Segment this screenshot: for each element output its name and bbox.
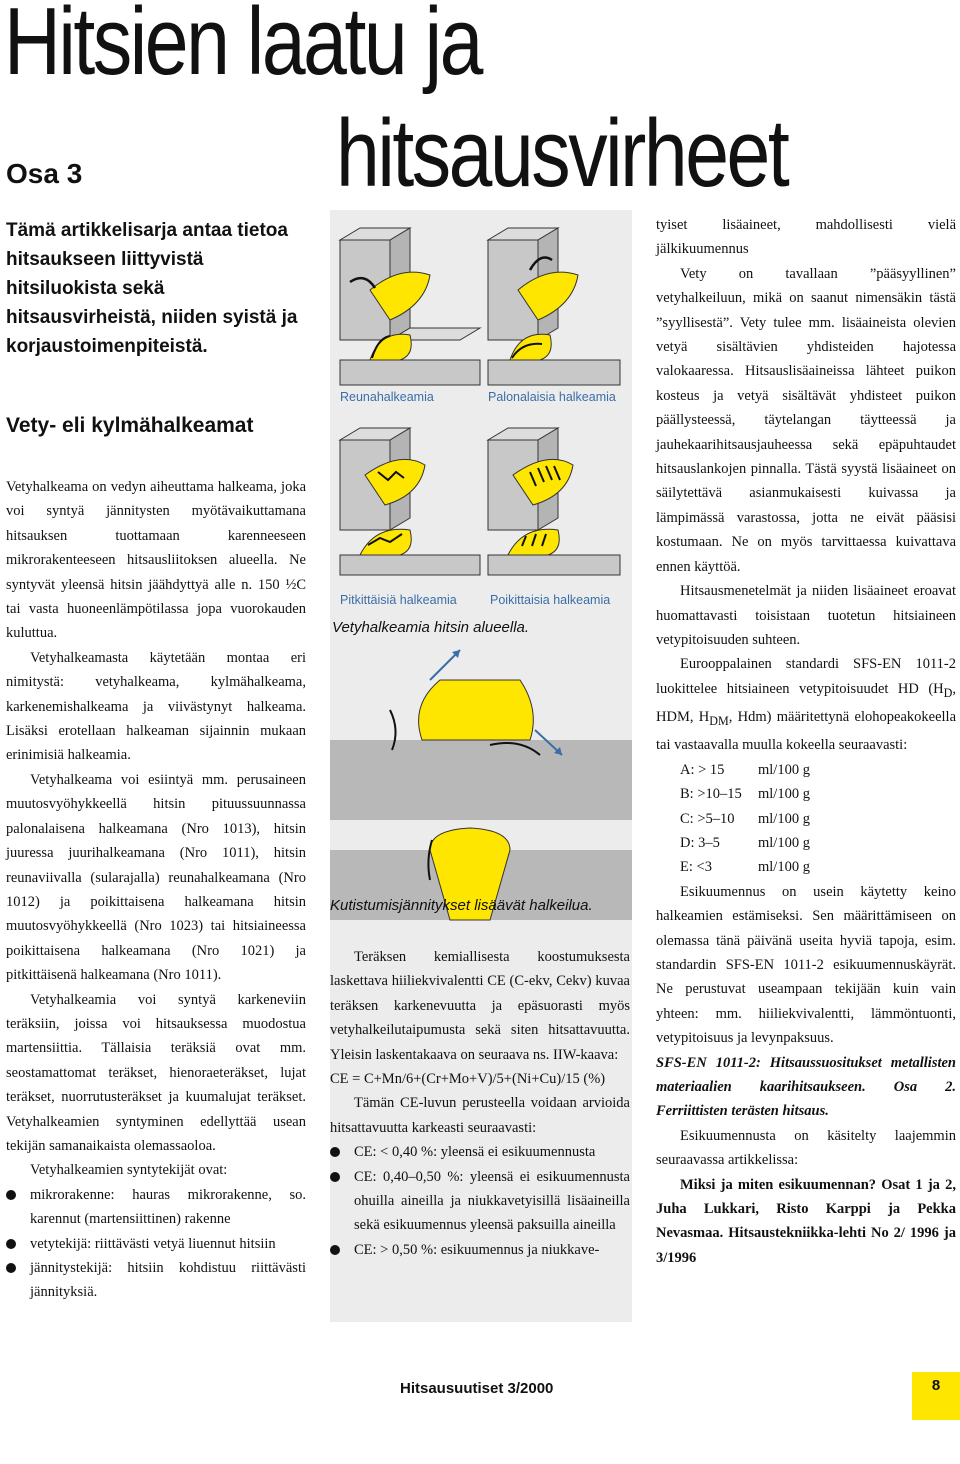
part-label: Osa 3: [6, 158, 83, 189]
paragraph: Eurooppalainen standardi SFS-EN 1011-2 luokittelee hitsiaineen vetypitoisuudet HD ($H_D$, HDM, $H_{DM}$, Hdm) määritettynä elohopeakokeella tai vastaavalla muulla kokeella seuraavasti:: [656, 656, 957, 754]
fillet-joint-illustration: [488, 428, 620, 575]
list-item: CE: 0,40–0,50 %: yleensä ei esikuumennusta ohuilla aineilla ja niukkavetyisillä lisäaineilla sekä esikuumennus yleensä paksuilla aineilla: [330, 1165, 630, 1238]
paragraph: Esikuumennusta on käsitelty laajemmin seuraavassa artikkelissa:: [656, 1127, 956, 1169]
figure-caption: Vetyhalkeamia hitsin alueella.: [332, 619, 530, 636]
paragraph: Vetyhalkeamien syntytekijät ovat:: [30, 1162, 228, 1179]
page-number: 8: [912, 1372, 960, 1420]
paragraph: tyiset lisäaineet, mahdollisesti vielä jälkikuumennus: [656, 217, 956, 258]
hydrogen-class-table: [656, 758, 956, 880]
list-item: mikrorakenne: hauras mikrorakenne, so. karennut (martensiittinen) rakenne: [6, 1183, 306, 1232]
weld-crack-illustrations: [330, 210, 632, 930]
list-item: vetytekijä: riittävästi vetyä liuennut hitsiin: [6, 1232, 306, 1256]
figure-label: Palonalaisia halkeamia: [488, 390, 616, 404]
table-row: A: > 15 ml/100 g: [680, 761, 810, 778]
table-row: B: >10–15 ml/100 g: [680, 786, 810, 803]
paragraph: Vety on tavallaan ”pääsyyllinen” vetyhalkeiluun, mikä on saanut nimensäkin tästä ”syyllisestä”. Vety tulee mm. lisäaineista olevien vetyä sisältävien yhdisteiden hajotessa valokaaressa. Hitsauslisäaineissa lähteet puikon kosteus ja vetyä sisältävät yhdisteet puikon päällysteessä, täytelangan täytteessä ja jauhekaarihitsausjauheessa sekä epäpuhtaudet hitsauslankojen pinnalla. Tästä syystä lisäaineet on säilytettävä asianmukaisesti kuivassa ja lämpimässä varastossa, jotta ne eivät pääsisi kostumaan. Ne on myös tarvittaessa kuivattava ennen käyttöä.: [656, 265, 956, 575]
list-item: CE: < 0,40 %: yleensä ei esikuumennusta: [330, 1140, 630, 1164]
publication-footer: Hitsausuutiset 3/2000: [400, 1380, 554, 1397]
figure-label: Reunahalkeamia: [340, 390, 434, 404]
left-column: [6, 475, 306, 1305]
paragraph: Hitsausmenetelmät ja niiden lisäaineet eroavat huomattavasti toisistaan tuotetun hitsiaineen vetypitoisuuden suhteen.: [656, 583, 956, 648]
title-line-2: hitsausvirheet: [336, 100, 788, 207]
paragraph: Teräksen kemiallisesta koostumuksesta laskettava hiiliekvivalentti CE (C-ekv, Cekv) kuvaa teräksen karkenevuutta ja epäsuorasti myös vetyhalkeilutaipumusta sekä siten hitsattavuutta. Yleisin laskentakaava on seuraava ns. IIW-kaava:: [330, 949, 630, 1063]
fillet-joint-illustration: [340, 228, 480, 385]
list-item: jännitystekijä: hitsiin kohdistuu riittävästi jännityksiä.: [6, 1256, 306, 1305]
figure-label: Pitkittäisiä halkeamia: [340, 593, 457, 607]
figure-panel: [330, 210, 632, 1322]
formula: CE = C+Mn/6+(Cr+Mo+V)/5+(Ni+Cu)/15 (%): [330, 1071, 606, 1088]
intro-text: Tämä artikkelisarja antaa tietoa hitsaukseen liittyvistä hitsiluokista sekä hitsausvirheistä, niiden syistä ja korjaustoimenpiteistä.: [6, 220, 298, 357]
table-row: D: 3–5 ml/100 g: [680, 834, 810, 851]
paragraph: Tämän CE-luvun perusteella voidaan arvioida hitsattavuutta karkeasti seuraavasti:: [330, 1095, 630, 1136]
shrinkage-stress-illustration: [330, 650, 632, 820]
paragraph: Vetyhalkeama on vedyn aiheuttama halkeama, joka voi syntyä jännitysten myötävaikuttamana hitsauksen tuottamaan karenneeseen mikrorakenteeseen hitsausliitoksen alueella. Ne syntyvät yleensä hitsin jäähdyttyä alle n. 150 ½C tai vasta huoneenlämpötilassa jopa vuorokauden kuluttua.: [6, 479, 306, 642]
fillet-joint-illustration: [488, 228, 620, 385]
fillet-joint-illustration: [340, 428, 480, 575]
paragraph: Vetyhalkeamasta käytetään montaa eri nimitystä: vetyhalkeama, kylmähalkeama, karkenemishalkeama ja viivästynyt halkeama. Lisäksi erotellaan halkeaman sijainnin mukaan erinimisiä halkeamia.: [6, 649, 306, 764]
table-row: E: <3 ml/100 g: [680, 859, 810, 876]
paragraph: Esikuumennus on usein käytetty keino halkeamien estämiseksi. Sen määrittämiseen on olemassa tänä päivänä useita hyviä tapoja, esim. standardin SFS-EN 1011-2 esikuumennuskäyrät. Ne perustuvat useampaan tekijään kuin vain yhteen: mm. hiiliekvivalentti, lämmöntuonti, vetypitoisuus ja levynpaksuus.: [656, 883, 956, 1047]
title-line-1: Hitsien laatu ja: [4, 0, 481, 95]
right-column: [656, 213, 956, 1270]
list-item: CE: > 0,50 %: esikuumennus ja niukkave-: [330, 1238, 630, 1262]
middle-column: [330, 945, 630, 1262]
figure-caption: Kutistumisjännitykset lisäävät halkeilua.: [330, 897, 593, 914]
paragraph: Vetyhalkeama voi esiintyä mm. perusaineen muutosvyöhykkeellä hitsin pituussuunnassa palonalaisena halkeamana (Nro 1013), hitsin juuressa juurihalkeamana (Nro 1011), hitsin reunaviivalla (sularajalla) reunahalkeamana (Nro 1012) ja poikittaisena halkeamana hitsin muutosvyöhykkeellä (Nro 1023) tai hitsiaineessa poikittaisena halkeamana (Nro 1021) ja pitkittäisenä halkeamana (Nro 1011).: [6, 771, 306, 984]
section-heading: Vety- eli kylmähalkeamat: [6, 414, 254, 437]
reference: SFS-EN 1011-2: Hitsaussuositukset metallisten materiaalien kaarihitsaukseen. Osa 2. Ferriittisten terästen hitsaus.: [656, 1054, 956, 1120]
table-row: C: >5–10 ml/100 g: [680, 810, 810, 827]
figure-label: Poikittaisia halkeamia: [490, 593, 611, 607]
paragraph: Vetyhalkeamia voi syntyä karkeneviin teräksiin, joissa voi hitsauksessa muodostua martensiittia. Tällaisia teräksiä ovat mm. seostamattomat teräkset, hienoraeteräkset, lujat teräkset, nuorrutusteräkset ja kuumalujat teräkset. Vetyhalkeamien syntyminen edellyttää usean tekijän samanaikaista olemassaoloa.: [6, 991, 306, 1154]
reference: Miksi ja miten esikuumennan? Osat 1 ja 2, Juha Lukkari, Risto Karppi ja Pekka Nevasmaa. Hitsaustekniikka-lehti No 2/ 1996 ja 3/1996: [656, 1176, 956, 1266]
